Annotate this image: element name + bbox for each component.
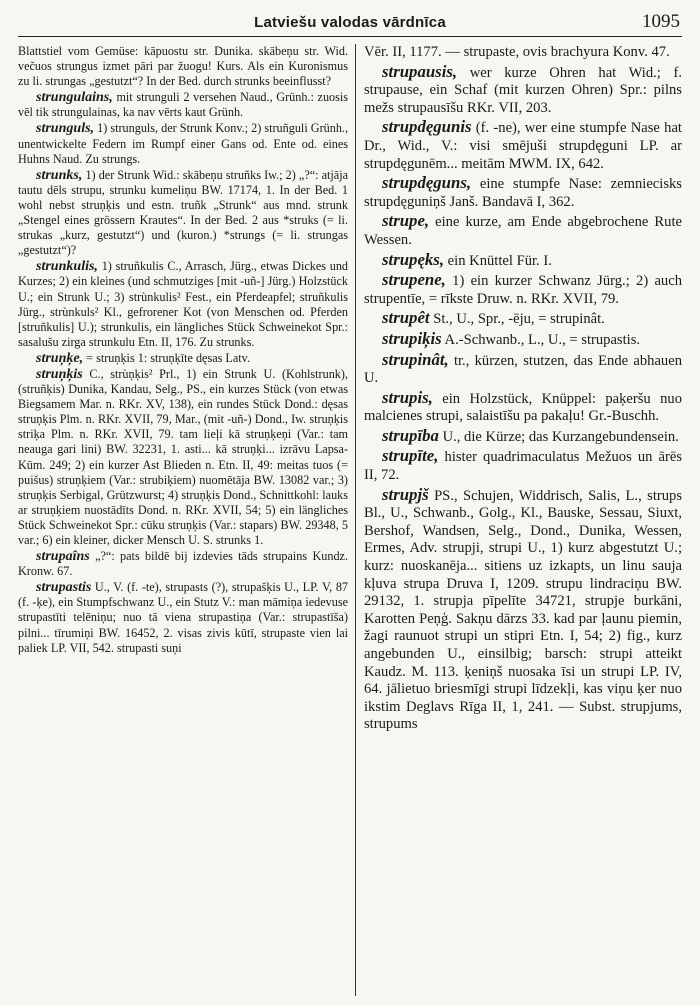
entry-headword: strupīte, xyxy=(382,446,439,466)
entry-text: ein Holzstück, Knüppel: paķeršu nuo malcienes strupi, salaistīšu pa pakaļu! Gr.-Buschh. xyxy=(364,390,682,425)
entry-headword: strungulains, xyxy=(36,89,113,106)
dictionary-entry xyxy=(364,118,682,173)
dictionary-entry xyxy=(364,271,682,308)
entry-text: A.-Schwanb., L., U., = strupastis. xyxy=(444,331,641,348)
dictionary-entry xyxy=(364,427,682,447)
dictionary-entry xyxy=(364,330,682,350)
dictionary-entry xyxy=(364,447,682,484)
page-number: 1095 xyxy=(642,11,680,32)
dictionary-entry xyxy=(18,90,348,120)
page-header xyxy=(18,10,682,37)
dictionary-entry xyxy=(364,351,682,388)
entry-headword: strupiķis xyxy=(382,328,442,348)
dictionary-entry xyxy=(18,580,348,655)
entry-text: = struņķis 1: struņķīte dęsas Latv. xyxy=(86,350,250,365)
entry-headword: strupene, xyxy=(382,270,446,290)
entry-text: mit strunguli 2 versehen Naud., Grünh.: zuosis vēl tik strungulainas, ka nav vērts kaut Grünh. xyxy=(18,90,348,120)
entry-headword: strupjš xyxy=(382,484,429,504)
entry-headword: struņķe, xyxy=(36,349,84,366)
page-title: Latviešu valodas vārdnīca xyxy=(254,14,446,31)
entry-headword: strupinât, xyxy=(382,349,449,369)
entry-text: St., U., Spr., -ēju, = strupinât. xyxy=(433,311,605,328)
dictionary-entry xyxy=(364,251,682,271)
dictionary-entry xyxy=(364,309,682,329)
entry-headword: strupastis xyxy=(36,579,92,596)
entry-text: U., V. (f. -te), strupasts (?), strupašķis U., LP. V, 87 (f. -ķe), ein Stumpfschwanz U., ein Stutz V.: man māmiņa iedevuse strupastīti telēniņu; nuo tā viena strupastiņa (Var.: strupastīša) pilni... tīrumiņi BW. 16452, 2. visas zivis kūtī, strupaste vien lai paliek LP. VII, 542. strupasti suņi xyxy=(18,580,348,655)
entry-text: 1) ein kurzer Schwanz Jürg.; 2) auch strupentīe, = rīkste Druw. n. RKr. XVII, 79. xyxy=(364,273,682,307)
entry-text: wer kurze Ohren hat Wid.; f. strupause, ein Schaf (mit kurzen Ohren) Spr.: pilns mežs strupausīšu RKr. VII, 203. xyxy=(364,64,682,116)
entry-text: eine stumpfe Nase: zemniecisks strupdęguniņš Janš. Bandavā I, 362. xyxy=(364,176,682,210)
entry-headword: strupdęguns, xyxy=(382,173,472,193)
entry-text: PS., Schujen, Widdrisch, Salis, L., strups Bl., U., Schwanb., Golg., Kl., Bauske, Sessau, Siuxt, Bershof, Wandsen, Selg., Dond., Dunika, Wessen, Ermes, Adv. strupji, strupi U., 1) kurz abgestutzt U.; kurz: nuoskanēja... sitiens uz izkapts, un linu sauja kļuva strupa Druva I, 1209. strupu lindraciņu BW. 29132, 1. strupja pīpelīte 34721, strupje burkāni, Karotten Peņģ. Sakņu dārzs 33. kad par ļaunu piemin, žagi raunuot strupi un stipri Etn. I, 54; 2) fig., kurz angebunden U., einsilbig; barsch: strupi atteikt Kaudz. M. 113. ķeniņš nuosaka īsi un strupi LP. IV, 64. jālietuo briesmīgi strupi līdzekļi, kas viņu ķer nuo ikstim Deglavs Rīga II, 1, 241. — Subst. strupjums, strupums xyxy=(364,487,682,733)
entry-headword: strupdęgunis xyxy=(382,117,472,137)
entry-headword: strunguls, xyxy=(36,120,95,137)
dictionary-entry xyxy=(18,351,348,366)
dictionary-entry xyxy=(18,367,348,548)
entry-headword: strupęks, xyxy=(382,249,445,269)
dictionary-entry xyxy=(18,121,348,166)
dictionary-entry xyxy=(18,168,348,259)
left-column xyxy=(18,44,348,998)
entry-text: 1) strunguls, der Strunk Konv.; 2) struñguli Grünh., unentwickelte Federn im Rumpf einer Gans od. Ente od. eines Huhns Naud. Zu strungs. xyxy=(18,121,348,166)
entry-text: hister quadrimaculatus Mežuos un ārēs II, 72. xyxy=(364,449,682,484)
dictionary-entry xyxy=(364,63,682,118)
entry-text: 1) struñkulis C., Arrasch, Jürg., etwas Dickes und Kurzes; 2) ein kleines (und schmutziges [mit -uñ-] Jürg.) Holzstück U.; ein Strunk U.; 3) strùnkulis² Fest., ein Pferdeapfel; struñkulis Jürg., strùnkuls² Kl., gefrorener Kot (von Menschen od. Pferden [struñkulis] U.); strunkulis, ein längliches Stück Schweinekot Spr.: sasalušu zirga strunkulu Etn. II, 176. Zu strunks. xyxy=(18,259,348,349)
entry-headword: strunks, xyxy=(36,166,83,183)
dictionary-entry xyxy=(364,174,682,211)
dictionary-entry xyxy=(18,549,348,579)
entry-headword: strupausis, xyxy=(382,61,458,81)
entry-text: Blattstiel vom Gemüse: kāpuostu str. Dunika. skābeņu str. Wid. večuos strungus izmet pāri par žuogu! Kurs. Als ein Kuronismus zu li. strungas „gestutzt“? In der Bed. durch strunks beeinflusst? xyxy=(18,44,348,89)
entry-headword: strupêt xyxy=(382,308,430,328)
entry-headword: strupis, xyxy=(382,387,433,407)
column-divider xyxy=(355,44,356,996)
entry-headword: strupe, xyxy=(382,211,430,231)
entry-text: C., strùņķis² Prl., 1) ein Strunk U. (Kohlstrunk), (struñķis) Dunika, Kandau, Selg., PS., ein kurzes Stück (von etwas Biegsamem Mar. n. RKr. XV, 138), ein rundes Stück Dond.: dęsas struņķis Plm. n. RKr. XVII, 79, Mar., (mit -uñ-) Dond., Iw. struņķis striķa Plm. n. RKr. XVII, 79. tam lieļi kā struņķeņi (Var.: tam neauga gari lini) BW. 32231, 1. asti... kā struņķi... izrāvu Lapsa-Kūm. 249; 2) ein kurzer Ast Blieden n. Etn. II, 49: meitas tuos (= puišus) struņķiem (Var.: strubiķiem) nuomētāja BW. 13082 var.; 3) struņķis Serbigal, Grützwurst; 4) struņķis Dond., Schnittkohl: lauks ar struņķiem nuostādīts Dond. n. RKr. XVII, 54; 5) ein längliches Stück Schweinekot Spr.: cūku struņķis (Var.: stapars) BW. 29348, 5 var.; 6) ein kleiner, dicker Mensch U. S. strunks 1. xyxy=(18,366,348,547)
entry-text: „?“: pats bildē bij izdevies tāds strupains Kundz. Kronw. 67. xyxy=(18,549,348,579)
entry-text: eine kurze, am Ende abgebrochene Rute Wessen. xyxy=(364,214,682,248)
dictionary-entry xyxy=(364,389,682,426)
entry-text: 1) der Strunk Wid.: skābeņu struñks Iw.; 2) „?“: atjāja tautu dēls strupu, strunku kumeliņu BW. 17174, 1. In der Bed. 1 wohl nebst struņķis und estn. truñk „Strunk“ aus mnd. strunk „Stengel eines grössern Krautes“. In der Bed. 2 aus *struks (= li. strukas „kurz, gestutzt“) und (kuron.) *strungs (= li. strungas „gestutzt“)? xyxy=(18,167,348,258)
entry-text: tr., kürzen, stutzen, das Ende abhauen U. xyxy=(364,352,682,387)
entry-text: U., die Kürze; das Kurzangebundensein. xyxy=(442,428,679,445)
entry-headword: strupaîns xyxy=(36,548,90,565)
dictionary-entry xyxy=(364,212,682,249)
entry-headword: strunkulis, xyxy=(36,258,98,275)
right-column xyxy=(364,44,682,998)
entry-headword: struņķis xyxy=(36,365,83,382)
dictionary-entry xyxy=(18,44,348,89)
entry-text: Vēr. II, 1177. — strupaste, ovis brachyura Konv. 47. xyxy=(364,44,670,60)
dictionary-entry xyxy=(364,44,682,62)
dictionary-entry xyxy=(364,486,682,734)
entry-text: ein Knüttel Für. I. xyxy=(447,252,552,269)
entry-headword: strupība xyxy=(382,425,439,445)
entry-text: (f. -ne), wer eine stumpfe Nase hat Dr., Wid., V.: visi smējuši strupdęguni LP. ar strupdęgunēm... meitām MWM. IX, 642. xyxy=(364,120,682,172)
dictionary-entry xyxy=(18,259,348,350)
